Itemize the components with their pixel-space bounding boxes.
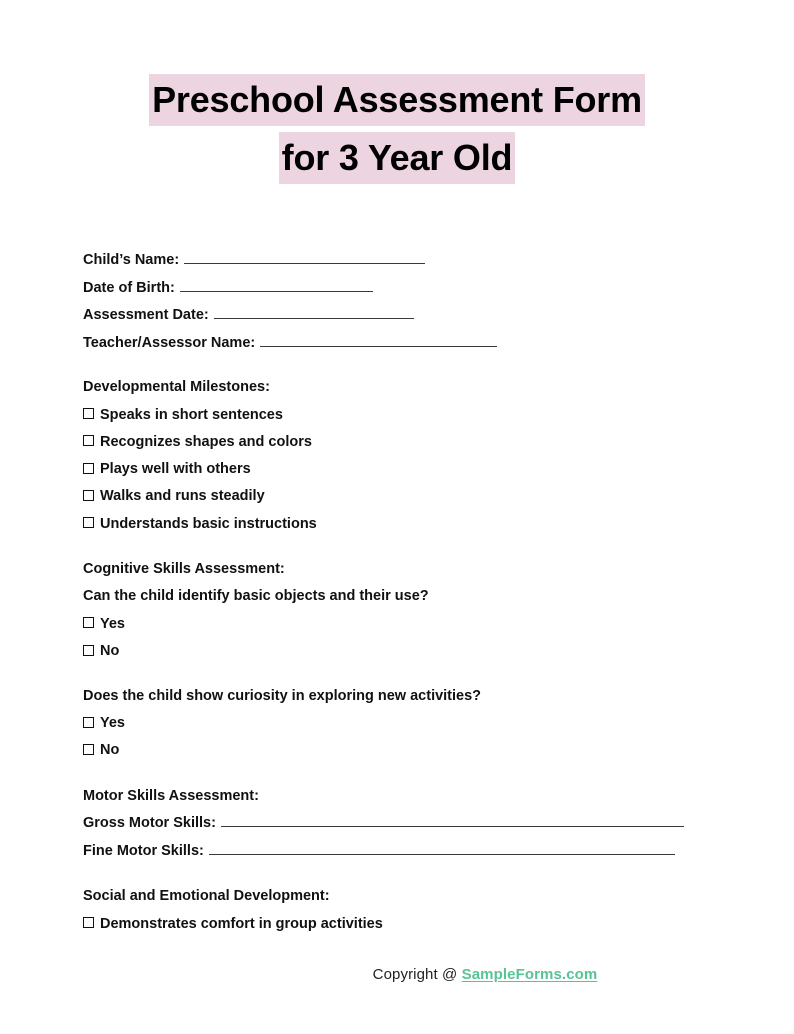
form-body	[83, 247, 723, 938]
field-teacher-name	[83, 330, 723, 358]
footer	[0, 966, 794, 984]
checkbox-icon[interactable]	[83, 463, 94, 474]
checkbox-icon[interactable]	[83, 645, 94, 656]
field-gross-motor-skills-input[interactable]	[221, 815, 684, 827]
field-assessment-date-label: Assessment Date:	[83, 307, 209, 323]
section-heading-social: Social and Emotional Development:	[83, 888, 330, 905]
field-child-name-label: Child’s Name:	[83, 252, 180, 268]
checkbox-item-label: Recognizes shapes and colors	[100, 433, 312, 450]
checkbox-item-label: Understands basic instructions	[100, 515, 317, 532]
checkbox-item-label: Walks and runs steadily	[100, 488, 265, 505]
field-child-name	[83, 247, 723, 275]
cognitive-question-2: Does the child show curiosity in exploring new activities?	[83, 687, 482, 704]
checkbox-item-milestone-1[interactable]	[83, 402, 723, 429]
spacer	[83, 765, 723, 783]
checkbox-item-cognitive-q1-no[interactable]	[83, 638, 723, 665]
title-line-2	[0, 137, 794, 178]
checkbox-item-social-1[interactable]	[83, 911, 723, 938]
checkbox-item-cognitive-q2-no[interactable]	[83, 737, 723, 764]
field-gross-motor-skills-label: Gross Motor Skills:	[83, 815, 216, 832]
spacer	[83, 666, 723, 683]
checkbox-item-cognitive-q1-yes[interactable]	[83, 611, 723, 638]
field-assessment-date	[83, 302, 723, 330]
field-teacher-name-input[interactable]	[260, 335, 497, 347]
checkbox-item-label: Yes	[100, 715, 125, 732]
field-fine-motor-skills-label: Fine Motor Skills:	[83, 842, 204, 859]
field-child-name-input[interactable]	[184, 252, 425, 264]
field-teacher-name-label: Teacher/Assessor Name:	[83, 334, 256, 351]
title-line-2-text: for 3 Year Old	[279, 132, 516, 184]
checkbox-item-label: Plays well with others	[100, 461, 251, 478]
checkbox-icon[interactable]	[83, 435, 94, 446]
footer-copyright-text: Copyright @	[372, 966, 462, 983]
title-line-1-text: Preschool Assessment Form	[149, 74, 645, 126]
checkbox-item-milestone-2[interactable]	[83, 429, 723, 456]
field-assessment-date-input[interactable]	[214, 307, 414, 319]
checkbox-item-label: Yes	[100, 615, 125, 632]
spacer	[83, 865, 723, 883]
section-heading-milestones: Developmental Milestones:	[83, 379, 270, 395]
checkbox-icon[interactable]	[83, 744, 94, 755]
checkbox-item-cognitive-q2-yes[interactable]	[83, 710, 723, 737]
checkbox-item-milestone-3[interactable]	[83, 456, 723, 483]
cognitive-question-1: Can the child identify basic objects and their use?	[83, 588, 429, 605]
checkbox-item-milestone-5[interactable]	[83, 511, 723, 538]
checkbox-item-label: No	[100, 742, 120, 759]
footer-copyright	[373, 966, 598, 983]
checkbox-icon[interactable]	[83, 490, 94, 501]
spacer	[83, 357, 723, 374]
section-heading-cognitive: Cognitive Skills Assessment:	[83, 560, 285, 577]
field-date-of-birth-label: Date of Birth:	[83, 279, 175, 296]
field-fine-motor-skills	[83, 838, 723, 866]
field-date-of-birth-input[interactable]	[180, 280, 373, 292]
section-heading-motor: Motor Skills Assessment:	[83, 787, 259, 804]
checkbox-item-label: No	[100, 643, 120, 660]
field-fine-motor-skills-input[interactable]	[209, 843, 675, 855]
checkbox-item-label: Demonstrates comfort in group activities	[100, 915, 383, 932]
checkbox-icon[interactable]	[83, 917, 94, 928]
field-date-of-birth	[83, 275, 723, 303]
spacer	[83, 538, 723, 556]
page-title	[0, 79, 794, 178]
checkbox-item-milestone-4[interactable]	[83, 483, 723, 510]
checkbox-icon[interactable]	[83, 517, 94, 528]
field-gross-motor-skills	[83, 810, 723, 838]
footer-sampleforms-link[interactable]: SampleForms.com	[461, 966, 598, 983]
checkbox-icon[interactable]	[83, 408, 94, 419]
checkbox-icon[interactable]	[83, 717, 94, 728]
checkbox-item-label: Speaks in short sentences	[100, 406, 283, 423]
checkbox-icon[interactable]	[83, 617, 94, 628]
title-line-1	[0, 79, 794, 120]
